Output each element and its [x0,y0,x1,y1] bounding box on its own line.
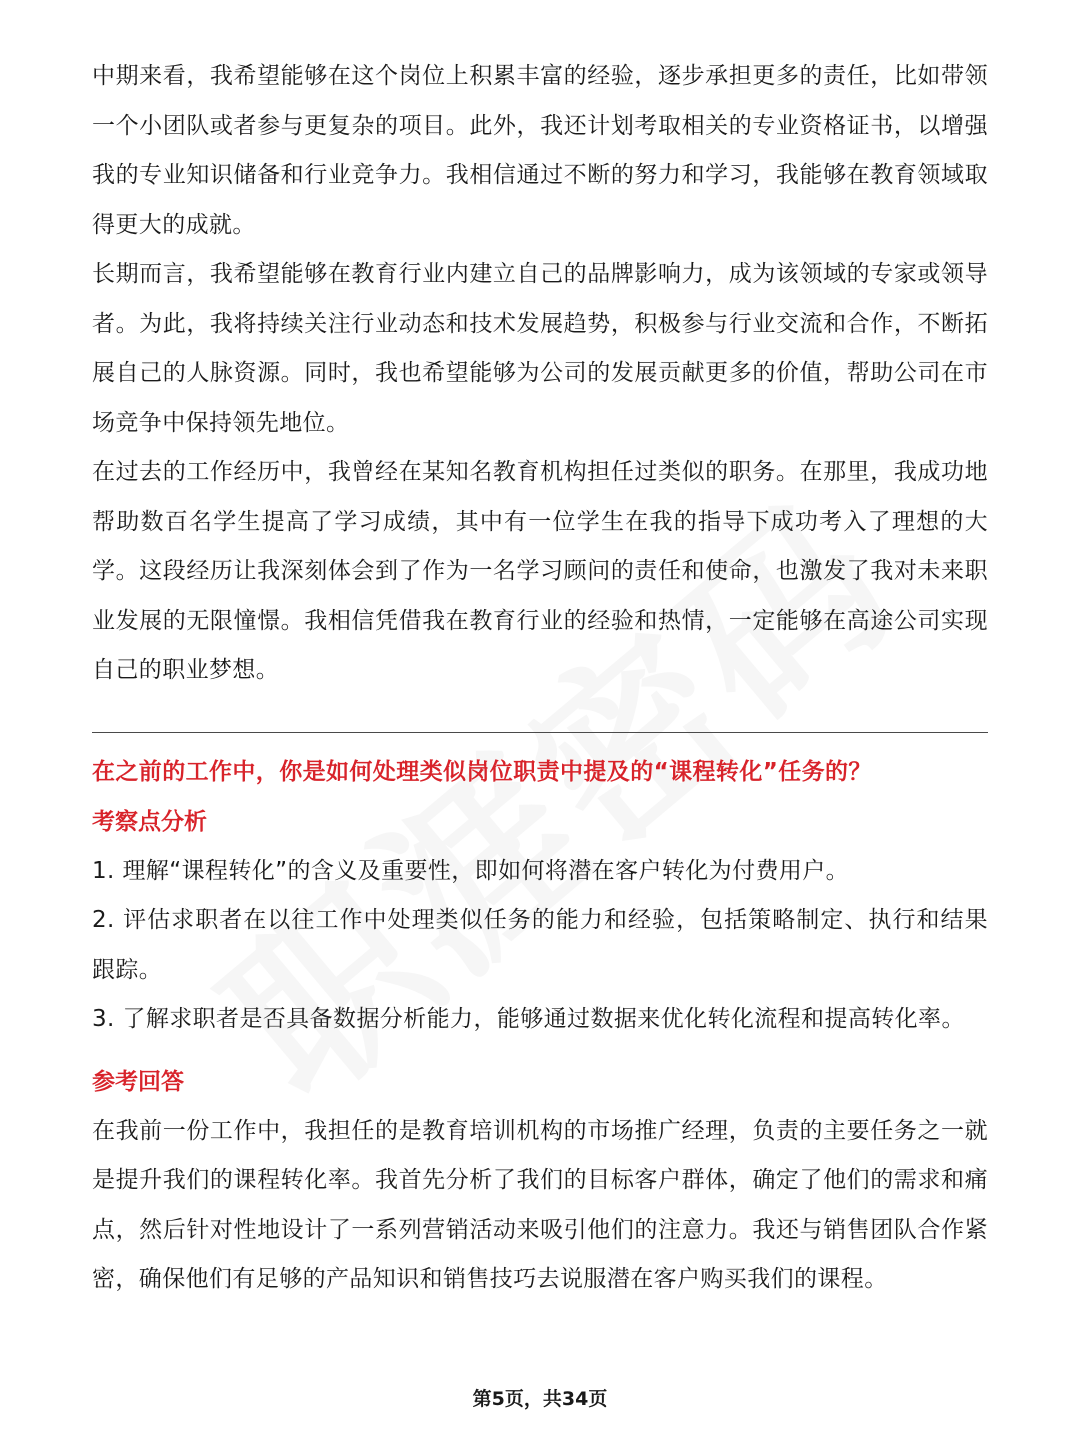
paragraph-mid-term: 中期来看，我希望能够在这个岗位上积累丰富的经验，逐步承担更多的责任，比如带领一个小团队或者参与更复杂的项目。此外，我还计划考取相关的专业资格证书，以增强我的专业知识储备和行业竞争力。我相信通过不断的努力和学习，我能够在教育领域取得更大的成就。 [92,63,988,238]
analysis-item-2: 2. 评估求职者在以往工作中处理类似任务的能力和经验，包括策略制定、执行和结果跟踪。 [92,907,988,983]
paragraph-past-experience: 在过去的工作经历中，我曾经在某知名教育机构担任过类似的职务。在那里，我成功地帮助数百名学生提高了学习成绩，其中有一位学生在我的指导下成功考入了理想的大学。这段经历让我深刻体会到了作为一名学习顾问的责任和使命，也激发了我对未来职业发展的无限憧憬。我相信凭借我在教育行业的经验和热情，一定能够在高途公司实现自己的职业梦想。 [92,459,988,683]
answer-title: 参考回答 [92,1068,184,1095]
paragraph-long-term: 长期而言，我希望能够在教育行业内建立自己的品牌影响力，成为该领域的专家或领导者。为此，我将持续关注行业动态和技术发展趋势，积极参与行业交流和合作，不断拓展自己的人脉资源。同时，我也希望能够为公司的发展贡献更多的价值，帮助公司在市场竞争中保持领先地位。 [92,261,988,436]
question-heading: 在之前的工作中，你是如何处理类似岗位职责中提及的“课程转化”任务的？ [92,758,872,785]
section-divider [92,732,988,733]
page-number-footer: 第5页，共34页 [472,1388,608,1410]
analysis-item-3: 3. 了解求职者是否具备数据分析能力，能够通过数据来优化转化流程和提高转化率。 [92,1006,965,1032]
analysis-title: 考察点分析 [92,808,207,835]
answer-text: 在我前一份工作中，我担任的是教育培训机构的市场推广经理，负责的主要任务之一就是提升我们的课程转化率。我首先分析了我们的目标客户群体，确定了他们的需求和痛点，然后针对性地设计了一系列营销活动来吸引他们的注意力。我还与销售团队合作紧密，确保他们有足够的产品知识和销售技巧去说服潜在客户购买我们的课程。 [92,1117,988,1292]
document-page [92,52,988,1305]
analysis-item-1: 1. 理解“课程转化”的含义及重要性，即如何将潜在客户转化为付费用户。 [92,857,850,884]
